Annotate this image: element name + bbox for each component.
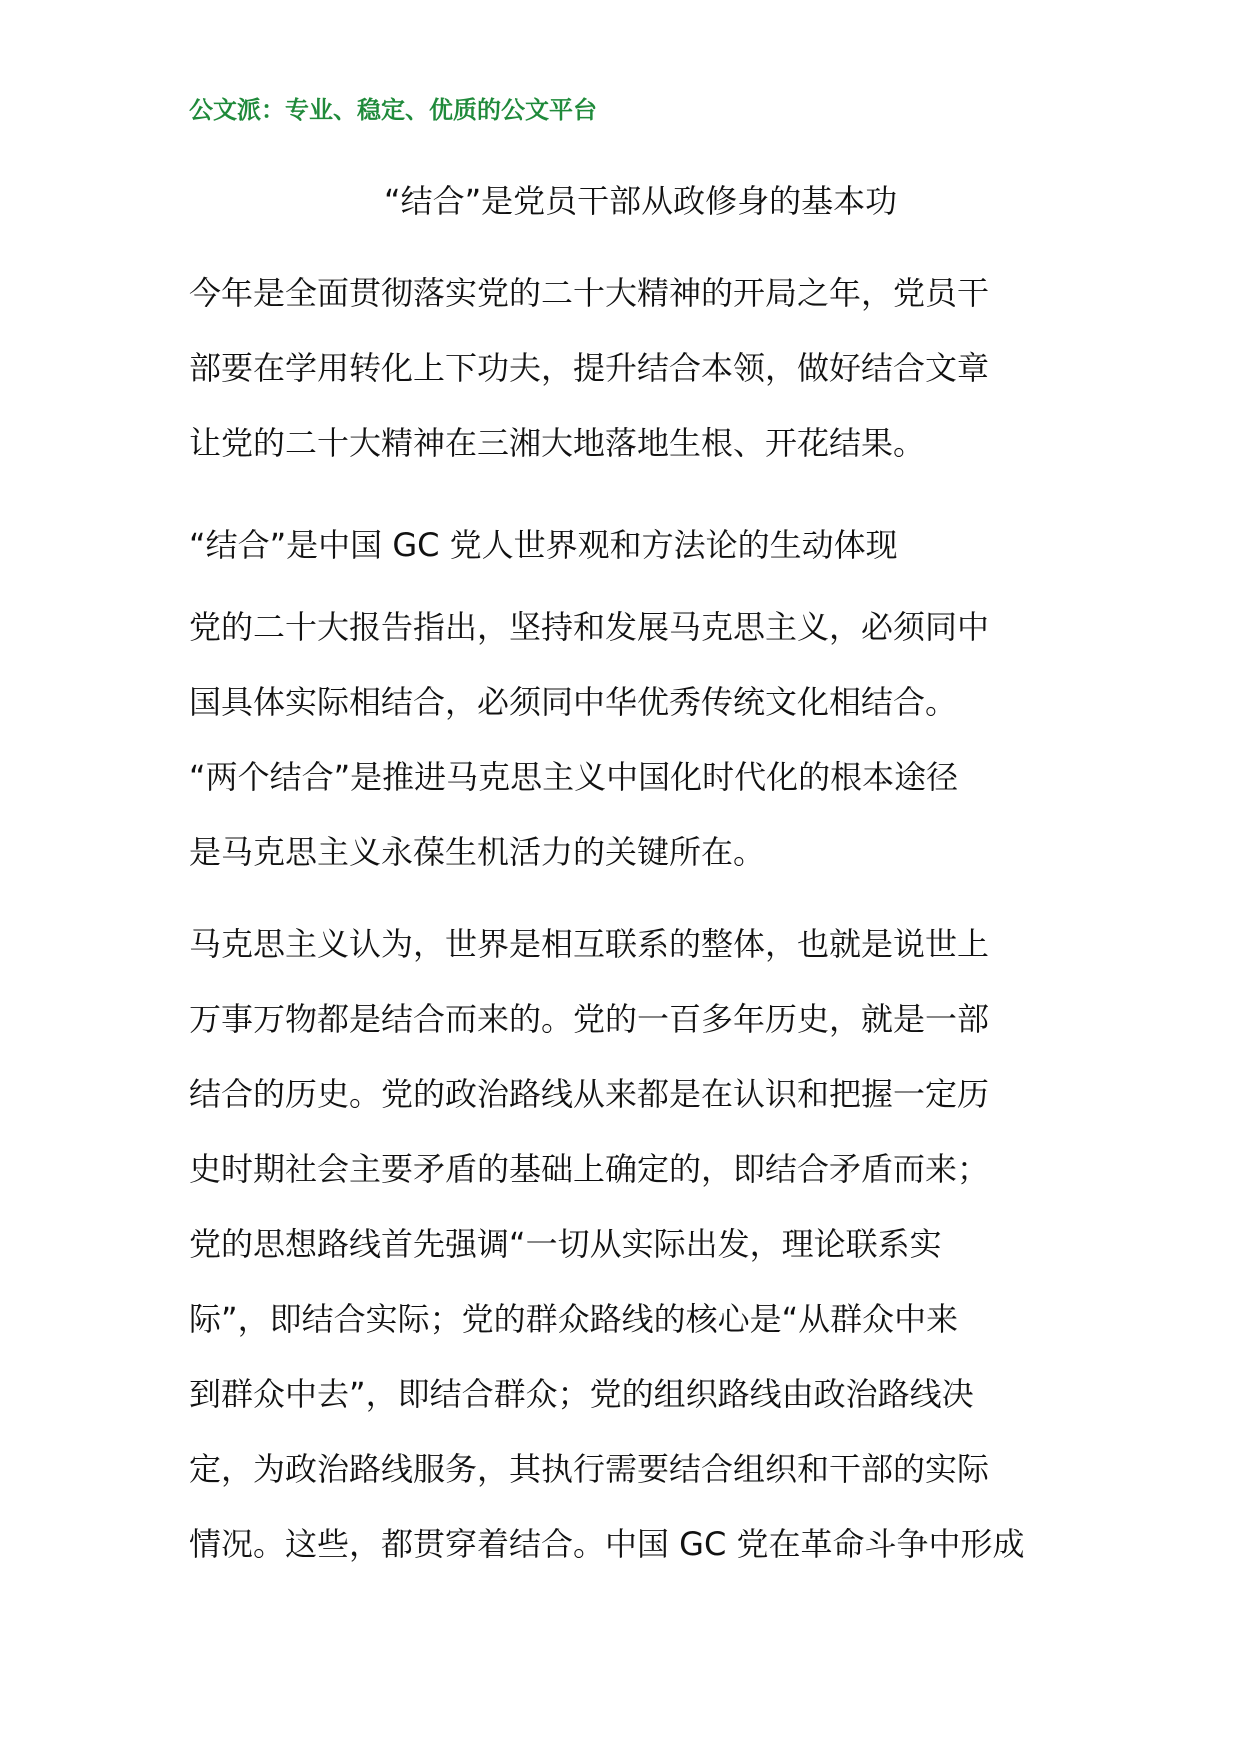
subheading-text: “结合”是中国 GC 党人世界观和方法论的生动体现 — [189, 526, 898, 564]
paragraph-line: “两个结合”是推进马克思主义中国化时代化的根本途径 — [189, 758, 959, 796]
paragraph-line: 史时期社会主要矛盾的基础上确定的，即结合矛盾而来； — [189, 1150, 990, 1188]
paragraph-line: 让党的二十大精神在三湘大地落地生根、开花结果。 — [189, 424, 926, 462]
paragraph-line: 党的二十大报告指出，坚持和发展马克思主义，必须同中 — [189, 608, 990, 646]
section-subheading — [189, 508, 1059, 583]
paragraph-2 — [189, 590, 1059, 890]
paragraph-line: 今年是全面贯彻落实党的二十大精神的开局之年，党员干 — [189, 274, 990, 312]
paragraph-line: 国具体实际相结合，必须同中华优秀传统文化相结合。 — [189, 683, 958, 721]
paragraph-1 — [189, 256, 1059, 481]
paragraph-line: 结合的历史。党的政治路线从来都是在认识和把握一定历 — [189, 1075, 990, 1113]
paragraph-line: 到群众中去”，即结合群众；党的组织路线由政治路线决 — [189, 1375, 974, 1413]
paragraph-line: 部要在学用转化上下功夫，提升结合本领，做好结合文章 — [189, 349, 990, 387]
paragraph-line: 情况。这些，都贯穿着结合。中国 GC 党在革命斗争中形成 — [189, 1525, 1025, 1563]
paragraph-line: 是马克思主义永葆生机活力的关键所在。 — [189, 833, 766, 871]
paragraph-line: 定，为政治路线服务，其执行需要结合组织和干部的实际 — [189, 1450, 990, 1488]
paragraph-line: 党的思想路线首先强调“一切从实际出发，理论联系实 — [189, 1225, 942, 1263]
header-brand-text: 公文派：专业、稳定、优质的公文平台 — [189, 95, 597, 124]
document-title: “结合”是党员干部从政修身的基本功 — [384, 182, 898, 220]
paragraph-3 — [189, 907, 1059, 1582]
paragraph-line: 际”，即结合实际；党的群众路线的核心是“从群众中来 — [189, 1300, 959, 1338]
paragraph-line: 马克思主义认为，世界是相互联系的整体，也就是说世上 — [189, 925, 990, 963]
paragraph-line: 万事万物都是结合而来的。党的一百多年历史，就是一部 — [189, 1000, 990, 1038]
